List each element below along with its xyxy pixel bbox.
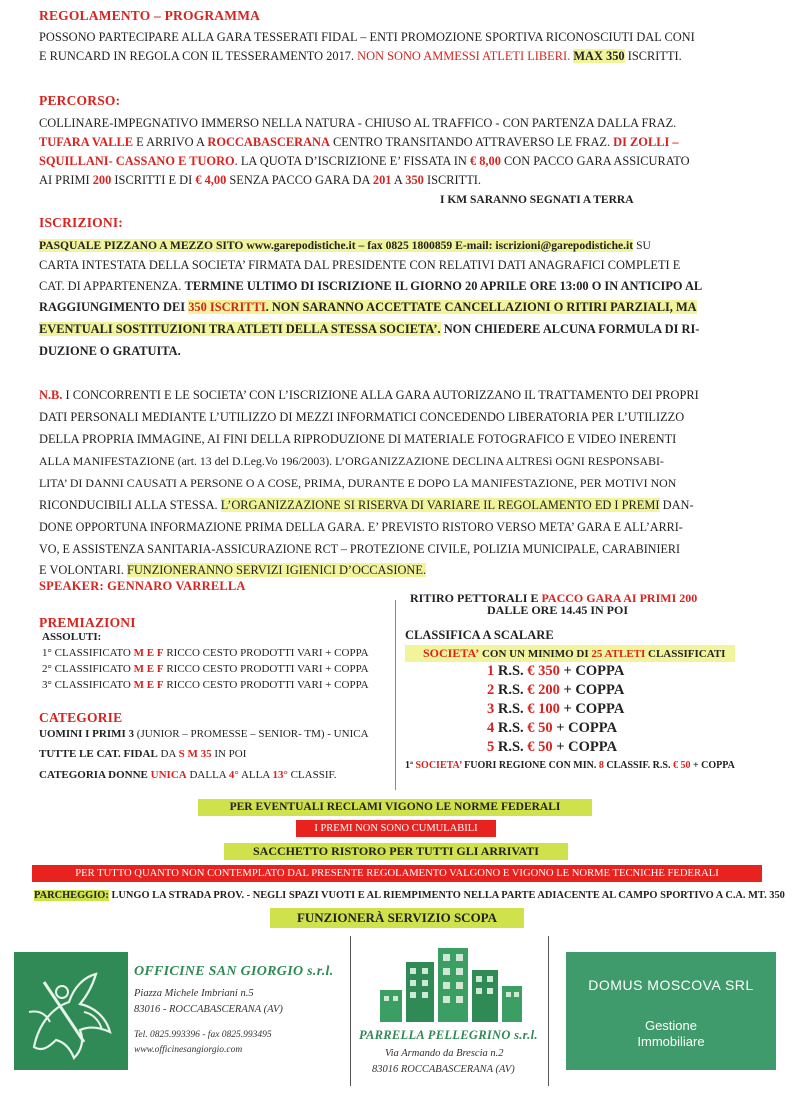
band-reclami: PER EVENTUALI RECLAMI VIGONO LE NORME FEDERALI — [198, 799, 592, 816]
classifica-societa-row: SOCIETA’ CON UN MINIMO DI 25 ATLETI CLASSIFICATI — [405, 645, 735, 662]
percorso-km-note: I KM SARANNO SEGNATI A TERRA — [440, 194, 634, 206]
classifica-rows — [487, 662, 624, 757]
iscrizioni-line-4: RAGGIUNGIMENTO DEI 350 ISCRITTI. NON SARANNO ACCETTATE CANCELLAZIONI O RITIRI PARZIALI, MA — [39, 300, 697, 314]
regolamento-line-1: POSSONO PARTECIPARE ALLA GARA TESSERATI FIDAL – ENTI PROMOZIONE SPORTIVA RICONOSCIUTI DAL CONI — [39, 30, 695, 44]
sponsor-2-name: PARRELLA PELLEGRINO s.r.l. — [359, 1028, 538, 1042]
sponsor-3-name: DOMUS MOSCOVA SRL — [588, 977, 754, 993]
domus-moscova-logo — [566, 952, 776, 1070]
sponsor-3-sub2: Immobiliare — [637, 1034, 705, 1049]
percorso-line-3: SQUILLANI- CASSANO E TUORO. LA QUOTA D’ISCRIZIONE E’ FISSATA IN € 8,00 CON PACCO GARA ASSICURATO — [39, 154, 690, 168]
band-cumulabili: I PREMI NON SONO CUMULABILI — [296, 820, 496, 837]
nb-line-3: DELLA PROPRIA IMMAGINE, AI FINI DELLA RIPRODUZIONE DI MATERIALE FOTOGRAFICO E VIDEO INERENTI — [39, 432, 677, 446]
iscrizioni-line-2: CARTA INTESTATA DELLA SOCIETA’ FIRMATA DAL PRESIDENTE CON RELATIVI DATI ANAGRAFICI COMPLETI E — [39, 258, 681, 272]
iscrizioni-title: ISCRIZIONI: — [39, 215, 123, 230]
officine-san-giorgio-logo — [14, 952, 128, 1070]
categorie-line-3: CATEGORIA DONNE UNICA DALLA 4° ALLA 13° CLASSIF. — [39, 769, 337, 781]
regolamento-title: REGOLAMENTO – PROGRAMMA — [39, 8, 261, 23]
classifica-title: CLASSIFICA A SCALARE — [405, 628, 554, 642]
nb-line-1: N.B. I CONCORRENTI E LE SOCIETA’ CON L’ISCRIZIONE ALLA GARA AUTORIZZANO IL TRATTAMENTO DEI PROPRI — [39, 388, 699, 402]
nb-line-2: DATI PERSONALI MEDIANTE L’UTILIZZO DI MEZZI INFORMATICI CONCEDENDO LIBERATORIA PER L’UTILIZZO — [39, 410, 685, 424]
regolamento-line-2: E RUNCARD IN REGOLA CON IL TESSERAMENTO 2017. NON SONO AMMESSI ATLETI LIBERI. MAX 350 ISCRITTI. — [39, 49, 682, 63]
iscrizioni-line-5: EVENTUALI SOSTITUZIONI TRA ATLETI DELLA STESSA SOCIETA’. NON CHIEDERE ALCUNA FORMULA DI RI- — [39, 322, 700, 336]
iscrizioni-line-3: CAT. DI APPARTENENZA. TERMINE ULTIMO DI ISCRIZIONE IL GIORNO 20 APRILE ORE 13:00 O IN ANTICIPO AL — [39, 279, 703, 293]
sponsor-1-contacts — [134, 986, 283, 1018]
nb-line-6: RICONDUCIBILI ALLA STESSA. L’ORGANIZZAZIONE SI RISERVA DI VARIARE IL REGOLAMENTO ED I PREMI DAN- — [39, 498, 694, 512]
percorso-line-1: COLLINARE-IMPEGNATIVO IMMERSO NELLA NATURA - CHIUSO AL TRAFFICO - CON PARTENZA DALLA FRAZ. — [39, 116, 677, 130]
sponsor-2-addr2: 83016 ROCCABASCERANA (AV) — [372, 1064, 515, 1075]
premiazione-row: 3° CLASSIFICATO M E F RICCO CESTO PRODOTTI VARI + COPPA — [42, 679, 369, 691]
nb-line-5: LITA’ DI DANNI CAUSATI A PERSONE O A COSE, PRIMA, DURANTE E DOPO LA MANIFESTAZIONE, PER MOTIVI NON — [39, 476, 677, 490]
sponsor-divider — [350, 936, 351, 1086]
sponsor-3-sub1: Gestione — [644, 1018, 698, 1033]
sponsor-1-addr1: Piazza Michele Imbriani n.5 — [134, 988, 254, 999]
nb-line-4: ALLA MANIFESTAZIONE (art. 13 del D.Leg.Vo 196/2003). L’ORGANIZZAZIONE DECLINA ALTRESì OGNI RESPONSABI- — [39, 454, 664, 468]
assoluti-label: ASSOLUTI: — [42, 631, 102, 643]
sponsor-1-phone-web — [134, 1028, 272, 1058]
categorie-line-2: TUTTE LE CAT. FIDAL DA S M 35 IN POI — [39, 748, 247, 760]
ritiro-line-2: DALLE ORE 14.45 IN POI — [487, 603, 629, 617]
premiazioni-list — [42, 645, 369, 693]
sponsor-1-name: OFFICINE SAN GIORGIO s.r.l. — [134, 964, 334, 979]
parrella-pellegrino-logo — [370, 942, 530, 1022]
band-parcheggio: PARCHEGGIO: LUNGO LA STRADA PROV. - NEGLI SPAZI VUOTI E AL RIEMPIMENTO NELLA PARTE ADIACENTE AL CAMPO SPORTIVO A C.A. MT. 350 — [34, 890, 785, 901]
sponsor-2-addr1: Via Armando da Brescia n.2 — [385, 1048, 504, 1059]
percorso-line-4: AI PRIMI 200 ISCRITTI E DI € 4,00 SENZA PACCO GARA DA 201 A 350 ISCRITTI. — [39, 173, 482, 187]
column-divider — [395, 600, 396, 790]
band-norme: PER TUTTO QUANTO NON CONTEMPLATO DAL PRESENTE REGOLAMENTO VALGONO E VIGONO LE NORME TECNICHE FEDERALI — [32, 865, 762, 882]
premiazione-row: 1° CLASSIFICATO M E F RICCO CESTO PRODOTTI VARI + COPPA — [42, 647, 369, 659]
iscrizioni-line-1: PASQUALE PIZZANO A MEZZO SITO www.garepodistiche.it – fax 0825 1800859 E-mail: iscrizioni@garepodistiche.it SU — [39, 239, 651, 252]
classifica-row: 4 R.S. € 50 + COPPA — [487, 720, 618, 736]
categorie-line-1: UOMINI I PRIMI 3 (JUNIOR – PROMESSE – SENIOR- TM) - UNICA — [39, 728, 369, 740]
sponsor-divider — [548, 936, 549, 1086]
premiazione-row: 2° CLASSIFICATO M E F RICCO CESTO PRODOTTI VARI + COPPA — [42, 663, 369, 675]
sponsor-1-web[interactable]: www.officinesangiorgio.com — [134, 1045, 243, 1055]
nb-line-9: E VOLONTARI. FUNZIONERANNO SERVIZI IGIENICI D’OCCASIONE. — [39, 563, 427, 577]
classifica-row: 3 R.S. € 100 + COPPA — [487, 701, 625, 717]
speaker: SPEAKER: GENNARO VARRELLA — [39, 579, 246, 593]
percorso-title: PERCORSO: — [39, 93, 121, 108]
classifica-row: 1 R.S. € 350 + COPPA — [487, 663, 625, 679]
ritiro-line-1: RITIRO PETTORALI E PACCO GARA AI PRIMI 200 — [410, 591, 698, 605]
categorie-title: CATEGORIE — [39, 710, 123, 725]
dragon-knight-icon — [14, 952, 128, 1070]
band-scopa: FUNZIONERÀ SERVIZIO SCOPA — [270, 908, 524, 928]
premiazioni-title: PREMIAZIONI — [39, 615, 136, 630]
nb-line-7: DONE OPPORTUNA INFORMAZIONE PRIMA DELLA GARA. E’ PREVISTO RISTORO VERSO META’ GARA E ALL’ARRI- — [39, 520, 683, 534]
band-sacchetto: SACCHETTO RISTORO PER TUTTI GLI ARRIVATI — [224, 843, 568, 860]
classifica-fuori-regione: 1ª SOCIETA’ FUORI REGIONE CON MIN. 8 CLASSIF. R.S. € 50 + COPPA — [405, 760, 735, 771]
classifica-row: 2 R.S. € 200 + COPPA — [487, 682, 625, 698]
nb-line-8: VO, E ASSISTENZA SANITARIA-ASSICURAZIONE RCT – PROTEZIONE CIVILE, POLIZIA MUNICIPALE, CARABINIERI — [39, 542, 681, 556]
sponsor-1-addr2: 83016 - ROCCABASCERANA (AV) — [134, 1004, 283, 1015]
buildings-icon — [370, 942, 530, 1022]
percorso-line-2: TUFARA VALLE E ARRIVO A ROCCABASCERANA CENTRO TRANSITANDO ATTRAVERSO LE FRAZ. DI ZOLLI – — [39, 135, 679, 149]
iscrizioni-line-6: DUZIONE O GRATUITA. — [39, 344, 181, 358]
sponsor-1-tel: Tel. 0825.993396 - fax 0825.993495 — [134, 1030, 272, 1040]
classifica-row: 5 R.S. € 50 + COPPA — [487, 739, 618, 755]
